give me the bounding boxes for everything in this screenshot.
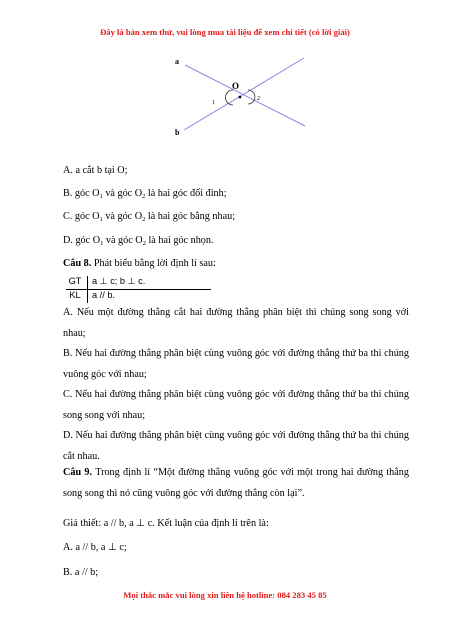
hotline-footer: Mọi thắc mắc vui lòng xin liên hệ hotline: 084 283 45 85 bbox=[123, 590, 327, 600]
label-1: 1 bbox=[212, 100, 215, 106]
intersecting-lines-figure bbox=[160, 48, 310, 148]
q7-option-b: B. góc $O_1$ và góc $O_2$ là hai góc đối đỉnh; bbox=[63, 188, 227, 200]
q9-given: Giả thiết: a // b, a ⊥ c. Kết luận của định lí trên là: bbox=[63, 518, 269, 529]
label-a: a bbox=[175, 57, 179, 66]
q7-option-d: D. góc $O_1$ và góc $O_2$ là hai góc nhọn. bbox=[63, 235, 214, 247]
label-o: O bbox=[232, 81, 240, 91]
q8-option-a: A. Nếu một đường thẳng cắt hai đường thẳng phân biệt thì chúng song song với nhau; bbox=[63, 307, 409, 339]
q7-option-c: C. góc $O_1$ và góc $O_2$ là hai góc bằng nhau; bbox=[63, 211, 236, 223]
gt-value: a ⊥ c; b ⊥ c. bbox=[92, 276, 146, 286]
q7-option-a: A. a cắt b tại O; bbox=[63, 165, 128, 176]
label-2: 2 bbox=[257, 96, 260, 102]
line-a bbox=[185, 65, 305, 126]
q9-label: Câu 9. bbox=[63, 467, 93, 478]
q9-option-b: B. a // b; bbox=[63, 567, 99, 578]
gt-label: GT bbox=[68, 276, 82, 286]
q8-option-b: B. Nếu hai đường thẳng phân biệt cùng vuông góc với đường thẳng thứ ba thì chúng vuông góc với nhau; bbox=[63, 348, 409, 380]
label-b: b bbox=[175, 128, 180, 137]
line-b bbox=[184, 58, 304, 130]
q9-option-a: A. a // b, a ⊥ c; bbox=[63, 542, 127, 553]
q8-label: Câu 8. bbox=[63, 258, 92, 269]
table-divider-horizontal bbox=[66, 289, 211, 290]
kl-label: KL bbox=[69, 290, 81, 300]
kl-value: a // b. bbox=[92, 290, 115, 300]
q9-question: Câu 9. Trong định lí “Một đường thẳng vuông góc với một trong hai đường thẳng song song thì nó cũng vuông góc với đường thẳng còn lại”. bbox=[63, 467, 409, 499]
preview-header: Đây là bản xem thử, vui lòng mua tài liệu để xem chi tiết (có lời giải) bbox=[100, 27, 350, 37]
q8-option-d: D. Nếu hai đường thẳng phân biệt cùng vuông góc với đường thẳng thứ ba thì chúng cắt nhau. bbox=[63, 430, 409, 462]
point-o bbox=[239, 96, 242, 99]
q8-question: Câu 8. Phát biểu bằng lời định lí sau: bbox=[63, 258, 216, 269]
q8-option-c: C. Nếu hai đường thẳng phân biệt cùng vuông góc với đường thẳng thứ ba thì chúng song song với nhau; bbox=[63, 389, 409, 421]
